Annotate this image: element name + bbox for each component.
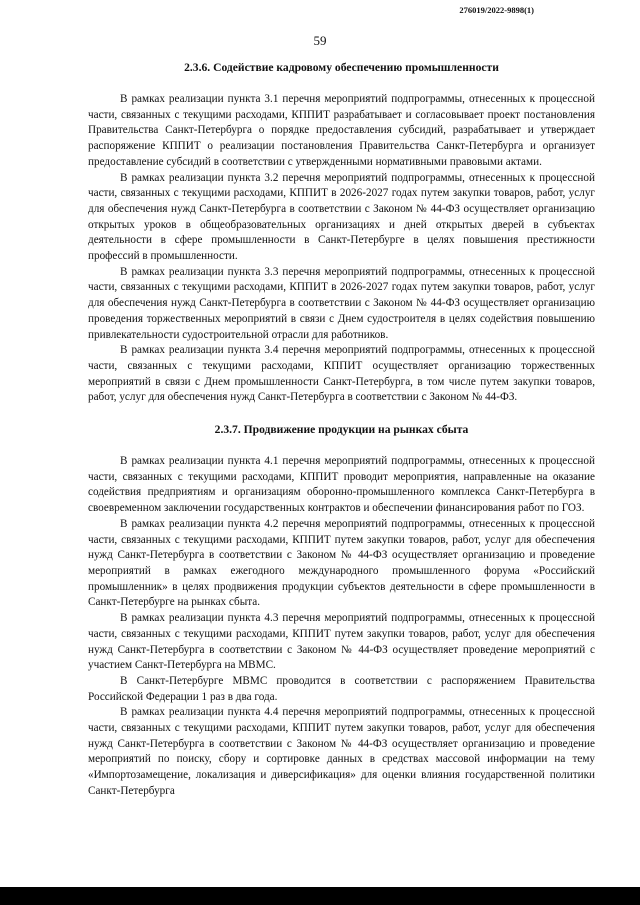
paragraph: В рамках реализации пункта 3.2 перечня мероприятий подпрограммы, отнесенных к процессной части, связанных с текущими расходами, КППИТ в 2026-2027 годах путем закупки товаров, работ, услуг для обеспечения нужд Санкт-Петербурга в соответствии с Законом № 44-ФЗ осуществляет организацию открытых уроков в общеобразовательных организациях и дней открытых дверей в субъектах деятельности в сфере промышленности в Санкт-Петербурге в целях повышения престижности профессий в промышленности. bbox=[88, 171, 595, 263]
paragraph: В рамках реализации пункта 3.1 перечня мероприятий подпрограммы, отнесенных к процессной части, связанных с текущими расходами, КППИТ разрабатывает и согласовывает проект постановления Правительства Санкт-Петербурга о порядке предоставления субсидий, разрабатывает и утверждает распоряжение КППИТ о реализации постановления Правительства Санкт-Петербурга и организует предоставление субсидий в соответствии с утвержденными нормативными правовыми актами. bbox=[88, 93, 595, 168]
paragraph: В рамках реализации пункта 4.1 перечня мероприятий подпрограммы, отнесенных к процессной части, связанных с текущими расходами, КППИТ проводит мероприятия, направленные на оказание содействия предприятиям и организациям оборонно-промышленного комплекса Санкт-Петербурга в своевременном заключении государственных контрактов и обеспечении финансирования работ по ГОЗ. bbox=[88, 455, 595, 515]
paragraph: В рамках реализации пункта 4.2 перечня мероприятий подпрограммы, отнесенных к процессной части, связанных с текущими расходами, КППИТ путем закупки товаров, работ, услуг для обеспечения нужд Санкт-Петербурга в соответствии с Законом № 44-ФЗ осуществляет организацию и проведение мероприятий в рамках ежегодного международного промышленного форума «Российский промышленник» в целях продвижения продукции субъектов деятельности в сфере промышленности в Санкт-Петербурге на рынках сбыта. bbox=[88, 517, 595, 609]
section-heading-2-3-7: 2.3.7. Продвижение продукции на рынках сбыта bbox=[214, 423, 469, 437]
paragraph: В рамках реализации пункта 4.4 перечня мероприятий подпрограммы, отнесенных к процессной части, связанных с текущими расходами, КППИТ путем закупки товаров, работ, услуг для обеспечения нужд Санкт-Петербурга в соответствии с Законом № 44-ФЗ осуществляет организацию и проведение мероприятий по поиску, сбору и сортировке данных в средствах массовой информации на тему «Импортозамещение, локализация и диверсификация» для оценки влияния государственной политики Санкт-Петербурга bbox=[88, 706, 595, 797]
scan-bottom-border bbox=[0, 887, 640, 905]
paragraph: В рамках реализации пункта 3.3 перечня мероприятий подпрограммы, отнесенных к процессной части, связанных с текущими расходами, КППИТ в 2026-2027 годах путем закупки товаров, работ, услуг для обеспечения нужд Санкт-Петербурга в соответствии с Законом № 44-ФЗ осуществляет организацию проведения торжественных мероприятий в связи с Днем судостроителя в целях содействия повышению привлекательности судостроительной отрасли для работников. bbox=[88, 265, 595, 341]
page-number: 59 bbox=[313, 33, 327, 48]
section-heading-2-3-6: 2.3.6. Содействие кадровому обеспечению промышленности bbox=[184, 61, 499, 74]
paragraph: В Санкт-Петербурге МВМС проводится в соответствии с распоряжением Правительства Российской Федерации 1 раз в два года. bbox=[88, 674, 595, 703]
document-registration-number: 276019/2022-9898(1) bbox=[459, 5, 534, 15]
paragraph: В рамках реализации пункта 4.3 перечня мероприятий подпрограммы, отнесенных к процессной части, связанных с текущими расходами, КППИТ путем закупки товаров, работ, услуг для обеспечения нужд Санкт-Петербурга в соответствии с Законом № 44-ФЗ осуществляет проведение мероприятий с участием Санкт-Петербурга на МВМС. bbox=[88, 612, 595, 672]
document-body bbox=[88, 60, 595, 800]
paragraph: В рамках реализации пункта 3.4 перечня мероприятий подпрограммы, отнесенных к процессной части, связанных с текущими расходами, КППИТ осуществляет организацию торжественных мероприятий в связи с Днем промышленности Санкт-Петербурга, в том числе путем закупки товаров, работ, услуг для обеспечения нужд Санкт-Петербурга в соответствии с Законом № 44-ФЗ. bbox=[88, 344, 595, 404]
